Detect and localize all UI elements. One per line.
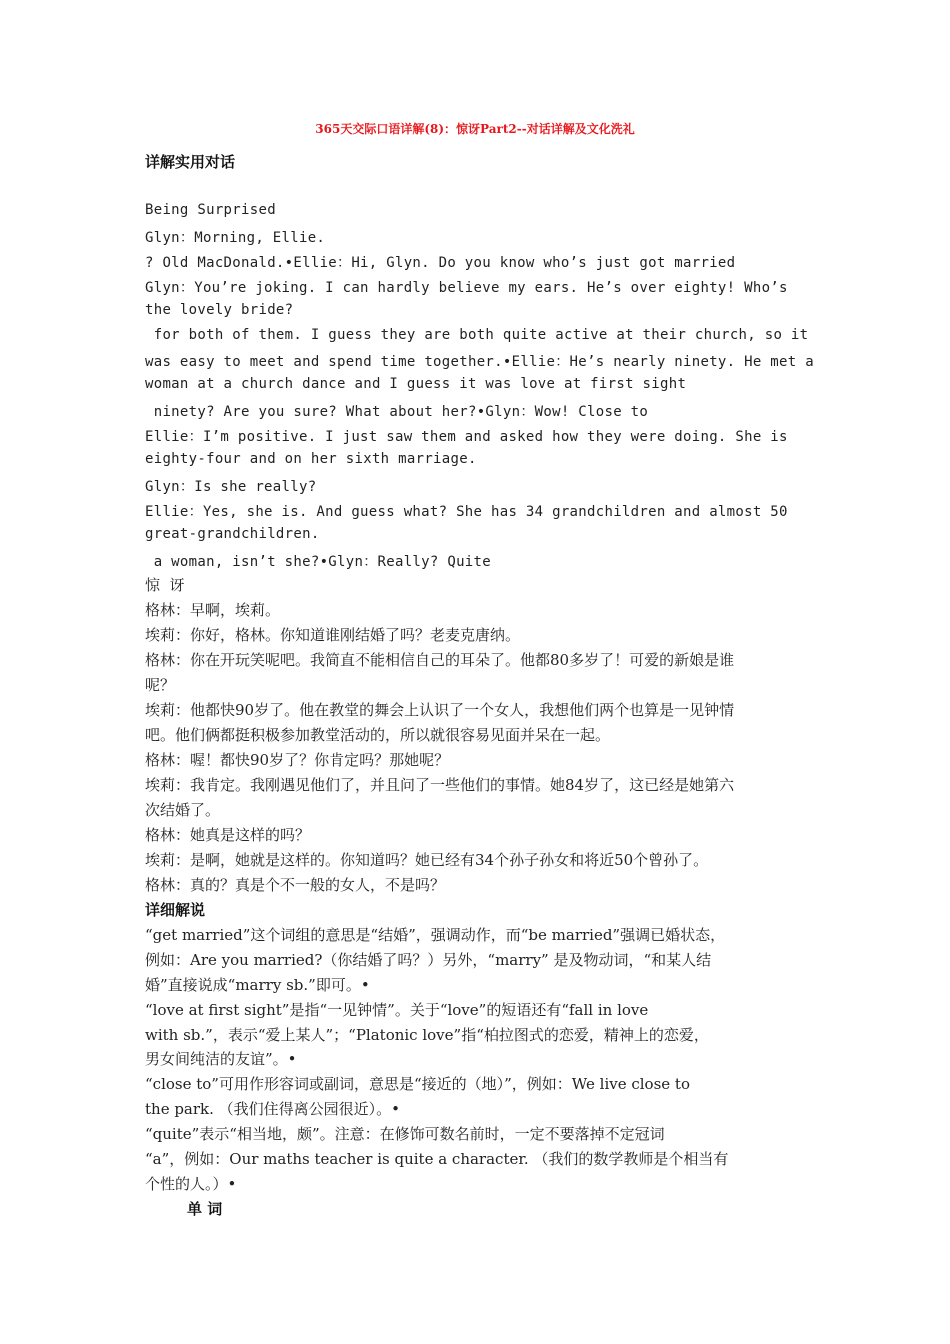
- explanation-line: 例如：Are you married?（你结婚了吗？）另外，“marry” 是及物动词，“和某人结: [145, 951, 712, 969]
- section-heading-words: 单 词: [187, 1200, 223, 1218]
- english-line: Glyn：Is she really?: [145, 479, 317, 495]
- english-line: ninety? Are you sure? What about her?•Glyn：Wow! Close to: [145, 404, 649, 420]
- chinese-line: 格林：她真是这样的吗？: [145, 826, 311, 844]
- english-line: eighty-four and on her sixth marriage.: [145, 451, 477, 467]
- chinese-line: 吧。他们俩都挺积极参加教堂活动的，所以就很容易见面并呆在一起。: [145, 726, 611, 744]
- explanation-line: “love at first sight”是指“一见钟情”。关于“love”的短语还有“fall in love: [145, 1001, 649, 1019]
- english-line: Being Surprised: [145, 202, 276, 218]
- chinese-line: 格林：喔！都快90岁了？你肯定吗？那她呢？: [145, 751, 450, 769]
- explanation-line: “close to”可用作形容词或副词，意思是“接近的（地）”，例如：We live close to: [145, 1075, 690, 1093]
- chinese-line: 惊 讶: [145, 576, 185, 594]
- chinese-line: 格林：真的？真是个不一般的女人，不是吗？: [145, 876, 446, 894]
- explanation-line: 婚”直接说成“marry sb.”即可。•: [145, 976, 370, 994]
- chinese-line: 埃莉：他都快90岁了。他在教堂的舞会上认识了一个女人，我想他们两个也算是一见钟情: [145, 701, 735, 719]
- chinese-line: 埃莉：是啊，她就是这样的。你知道吗？她已经有34个孙子孙女和将近50个曾孙了。: [145, 851, 709, 869]
- explanation-line: the park. （我们住得离公园很近）。•: [145, 1100, 401, 1118]
- section-heading-explain: 详细解说: [145, 901, 206, 919]
- chinese-line: 埃莉：你好，格林。你知道谁刚结婚了吗？老麦克唐纳。: [145, 626, 521, 644]
- explanation-line: “quite”表示“相当地，颇”。注意：在修饰可数名前时，一定不要落掉不定冠词: [145, 1125, 665, 1143]
- section-heading-dialogue: 详解实用对话: [145, 153, 236, 171]
- english-line: for both of them. I guess they are both quite active at their church, so it: [145, 327, 809, 343]
- english-line: Ellie：I’m positive. I just saw them and asked how they were doing. She is: [145, 429, 788, 445]
- document-title: 365天交际口语详解(8)：惊讶Part2--对话详解及文化洗礼: [315, 122, 635, 136]
- english-line: Glyn：Morning, Ellie.: [145, 230, 326, 246]
- chinese-line: 呢？: [145, 676, 176, 694]
- explanation-line: 男女间纯洁的友谊”。•: [145, 1050, 297, 1068]
- english-line: woman at a church dance and I guess it was love at first sight: [145, 376, 687, 392]
- chinese-line: 次结婚了。: [145, 801, 221, 819]
- english-line: great-grandchildren.: [145, 526, 320, 542]
- explanation-line: “a”，例如：Our maths teacher is quite a character. （我们的数学教师是个相当有: [145, 1150, 729, 1168]
- explanation-line: with sb.”，表示“爱上某人”；“Platonic love”指“柏拉图式的恋爱，精神上的恋爱，: [145, 1026, 709, 1044]
- english-line: ? Old MacDonald.•Ellie：Hi, Glyn. Do you know who’s just got married: [145, 255, 736, 271]
- chinese-line: 埃莉：我肯定。我刚遇见他们了，并且问了一些他们的事情。她84岁了，这已经是她第六: [145, 776, 735, 794]
- explanation-line: “get married”这个词组的意思是“结婚”，强调动作，而“be married”强调已婚状态，: [145, 926, 726, 944]
- chinese-line: 格林：你在开玩笑呢吧。我简直不能相信自己的耳朵了。他都80多岁了！可爱的新娘是谁: [145, 651, 735, 669]
- english-line: Glyn：You’re joking. I can hardly believe my ears. He’s over eighty! Who’s: [145, 280, 788, 296]
- chinese-line: 格林：早啊，埃莉。: [145, 601, 281, 619]
- english-line: a woman, isn’t she?•Glyn：Really? Quite: [145, 554, 491, 570]
- english-line: the lovely bride?: [145, 302, 294, 318]
- english-line: Ellie：Yes, she is. And guess what? She has 34 grandchildren and almost 50: [145, 504, 788, 520]
- english-line: was easy to meet and spend time together.•Ellie：He’s nearly ninety. He met a: [145, 354, 814, 370]
- explanation-line: 个性的人。）•: [145, 1175, 237, 1193]
